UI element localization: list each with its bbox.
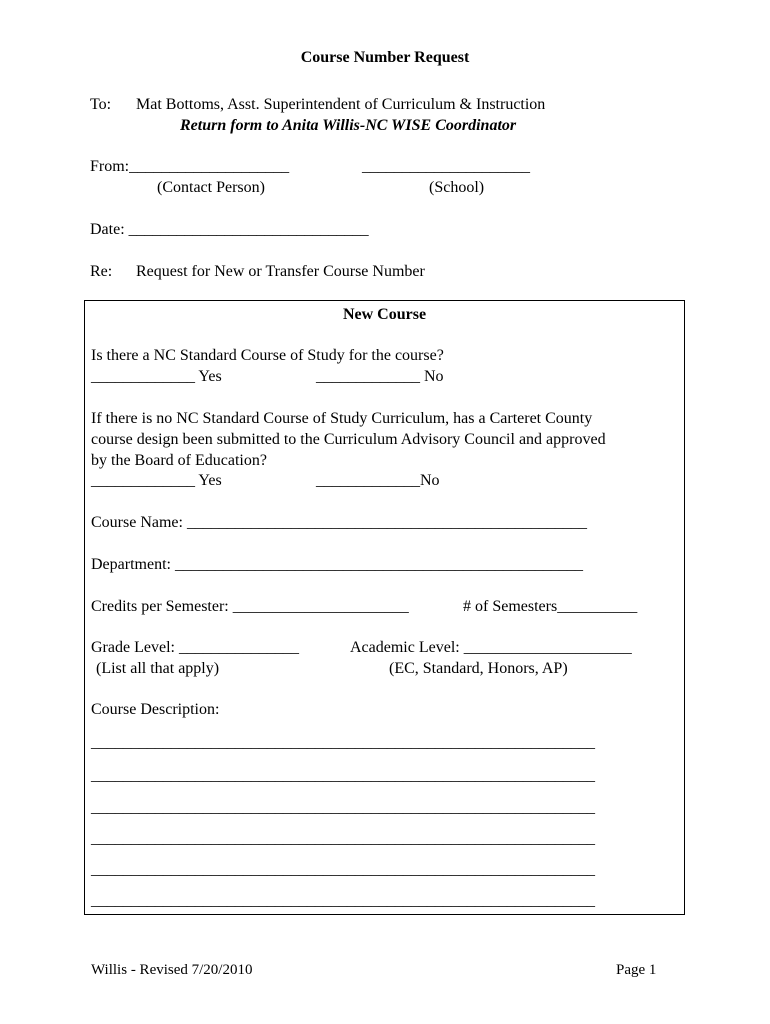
course-design-yes-field[interactable]: _____________ Yes xyxy=(91,472,222,489)
course-design-question-line-1: If there is no NC Standard Course of Study Curriculum, has a Carteret County xyxy=(91,410,593,427)
school-caption: (School) xyxy=(429,179,485,196)
course-design-no-field[interactable]: _____________No xyxy=(316,472,440,489)
course-design-question-line-3: by the Board of Education? xyxy=(91,452,267,469)
course-description-line[interactable]: _______________________________________________________________ xyxy=(91,799,595,816)
page-title: Course Number Request xyxy=(300,49,470,66)
course-description-label: Course Description: xyxy=(91,701,220,718)
re-label: Re: xyxy=(90,263,113,280)
course-description-line[interactable]: _______________________________________________________________ xyxy=(91,861,595,878)
school-field[interactable]: _____________________ xyxy=(362,158,530,175)
course-description-line[interactable]: _______________________________________________________________ xyxy=(91,734,595,751)
contact-person-caption: (Contact Person) xyxy=(157,179,265,196)
standard-course-yes-field[interactable]: _____________ Yes xyxy=(91,368,222,385)
to-recipient: Mat Bottoms, Asst. Superintendent of Curriculum & Instruction xyxy=(136,96,546,113)
course-name-field[interactable]: Course Name: __________________________________________________ xyxy=(91,514,587,531)
course-description-line[interactable]: _______________________________________________________________ xyxy=(91,767,595,784)
return-note: Return form to Anita Willis-NC WISE Coordinator xyxy=(180,117,517,134)
grade-level-caption: (List all that apply) xyxy=(96,660,220,677)
course-design-question-line-2: course design been submitted to the Curriculum Advisory Council and approved xyxy=(91,431,606,448)
revision-note: Willis - Revised 7/20/2010 xyxy=(91,962,253,978)
academic-level-field[interactable]: Academic Level: _____________________ xyxy=(350,639,632,656)
standard-course-question: Is there a NC Standard Course of Study for the course? xyxy=(91,347,444,364)
new-course-heading: New Course xyxy=(342,306,427,323)
date-field[interactable]: Date: ______________________________ xyxy=(90,221,369,238)
department-field[interactable]: Department: ___________________________________________________ xyxy=(91,556,583,573)
to-label: To: xyxy=(90,96,112,113)
course-description-line[interactable]: _______________________________________________________________ xyxy=(91,892,595,909)
credits-per-semester-field[interactable]: Credits per Semester: ______________________ xyxy=(91,598,409,615)
number-of-semesters-field[interactable]: # of Semesters__________ xyxy=(463,598,638,615)
standard-course-no-field[interactable]: _____________ No xyxy=(316,368,444,385)
from-field[interactable]: From:____________________ xyxy=(90,158,290,175)
academic-level-caption: (EC, Standard, Honors, AP) xyxy=(389,660,568,677)
course-description-line[interactable]: _______________________________________________________________ xyxy=(91,830,595,847)
page-number: Page 1 xyxy=(616,962,657,978)
grade-level-field[interactable]: Grade Level: _______________ xyxy=(91,639,299,656)
re-subject: Request for New or Transfer Course Number xyxy=(136,263,425,280)
